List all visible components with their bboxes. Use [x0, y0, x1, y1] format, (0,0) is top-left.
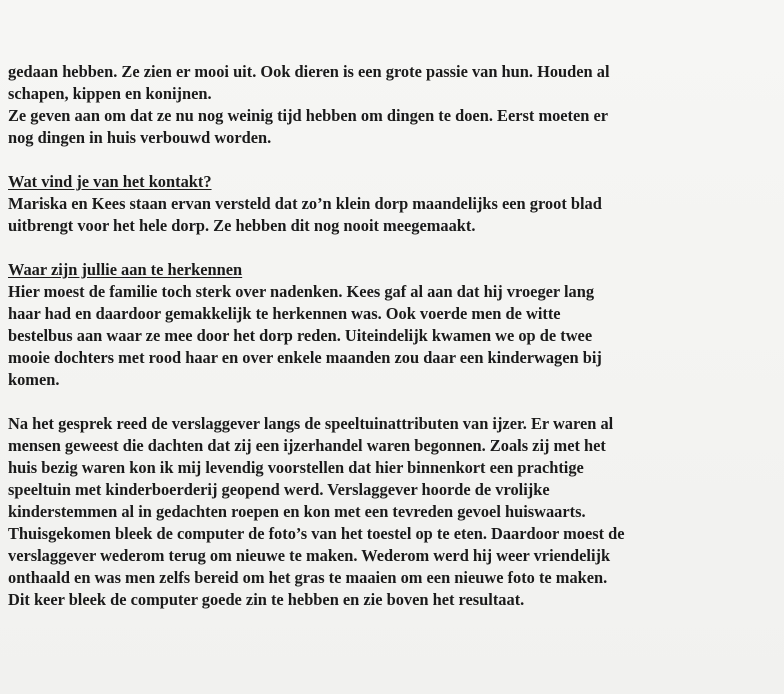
text-line: huis bezig waren kon ik mij levendig voorstellen dat hier binnenkort een prachtige [8, 458, 584, 477]
text-line: haar had en daardoor gemakkelijk te herkennen was. Ook voerde men de witte [8, 304, 561, 323]
section-heading-recognition: Waar zijn jullie aan te herkennen [8, 260, 243, 279]
text-line: Hier moest de familie toch sterk over nadenken. Kees gaf al aan dat hij vroeger lang [8, 282, 595, 301]
section-heading-contact: Wat vind je van het kontakt? [8, 172, 212, 191]
text-line: Dit keer bleek de computer goede zin te hebben en zie boven het resultaat. [8, 590, 525, 609]
text-line: gedaan hebben. Ze zien er mooi uit. Ook dieren is een grote passie van hun. Houden al [8, 62, 610, 81]
text-line: Na het gesprek reed de verslaggever langs de speeltuinattributen van ijzer. Er waren al [8, 414, 614, 433]
paragraph-spacer [8, 237, 780, 259]
text-line: verslaggever wederom terug om nieuwe te maken. Wederom werd hij weer vriendelijk [8, 546, 611, 565]
text-line: speeltuin met kinderboerderij geopend werd. Verslaggever hoorde de vrolijke [8, 480, 550, 499]
paragraph-spacer [8, 149, 780, 171]
text-line: onthaald en was men zelfs bereid om het gras te maaien om een nieuwe foto te maken. [8, 568, 608, 587]
text-line: komen. [8, 370, 60, 389]
text-line: nog dingen in huis verbouwd worden. [8, 128, 272, 147]
text-line: kinderstemmen al in gedachten roepen en kon met een tevreden gevoel huiswaarts. [8, 502, 586, 521]
paragraph-closing [8, 413, 780, 611]
text-line: Mariska en Kees staan ervan versteld dat zo’n klein dorp maandelijks een groot blad [8, 194, 602, 213]
text-line: Ze geven aan om dat ze nu nog weinig tijd hebben om dingen te doen. Eerst moeten er [8, 106, 609, 125]
section-recognition [8, 259, 780, 391]
text-line: schapen, kippen en konijnen. [8, 84, 212, 103]
text-line: bestelbus aan waar ze mee door het dorp reden. Uiteindelijk kwamen we op de twee [8, 326, 593, 345]
paragraph-1 [8, 61, 780, 149]
article-body [8, 61, 780, 611]
text-line: mensen geweest die dachten dat zij een ijzerhandel waren begonnen. Zoals zij met het [8, 436, 606, 455]
section-contact [8, 171, 780, 237]
paragraph-spacer [8, 391, 780, 413]
text-line: mooie dochters met rood haar en over enkele maanden zou daar een kinderwagen bij [8, 348, 602, 367]
text-line: Thuisgekomen bleek de computer de foto’s van het toestel op te eten. Daardoor moest de [8, 524, 625, 543]
text-line: uitbrengt voor het hele dorp. Ze hebben dit nog nooit meegemaakt. [8, 216, 476, 235]
